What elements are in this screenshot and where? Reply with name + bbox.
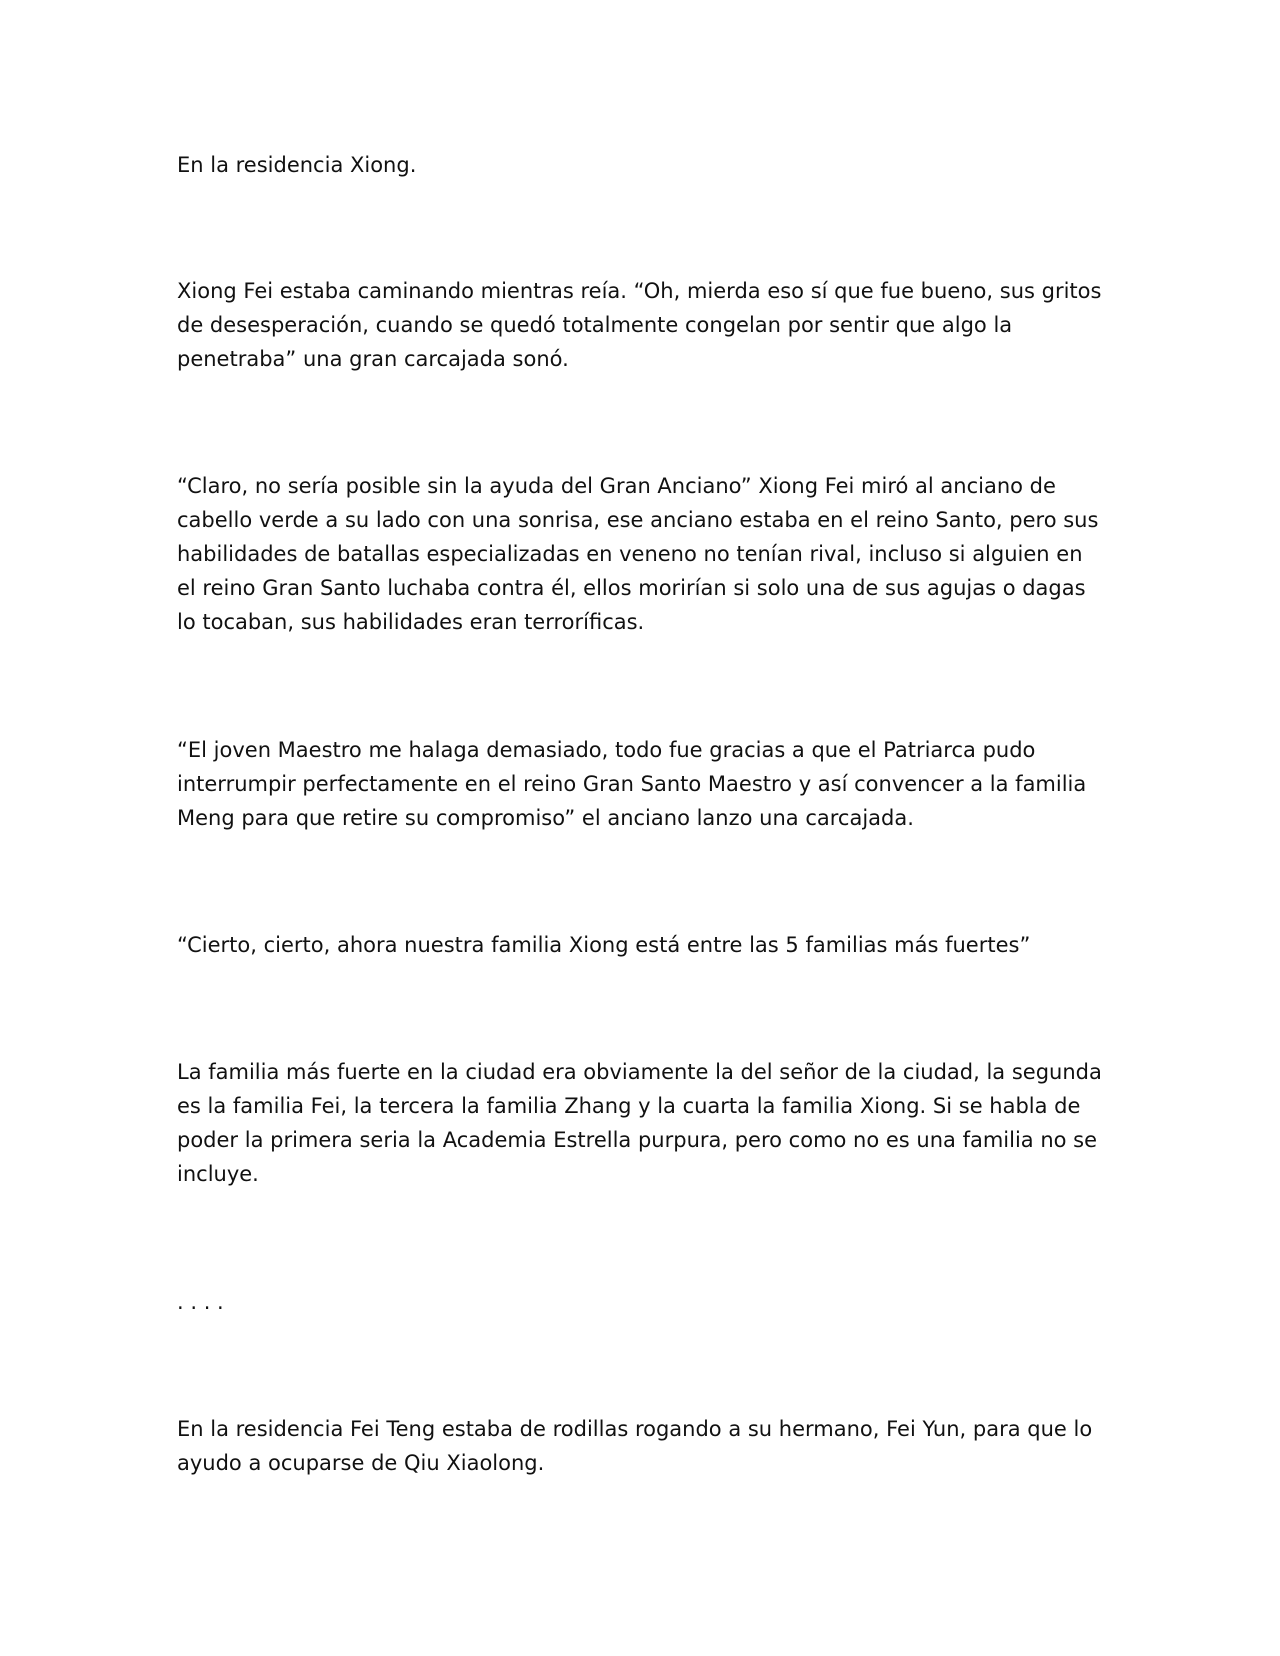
scene-break-dots: . . . . [177,1290,224,1314]
paragraph-2: Xiong Fei estaba caminando mientras reía. “Oh, mierda eso sí que fue bueno, sus gritos de desesperación, cuando se quedó totalmente congelan por sentir que algo la penetraba” una gran carcajada sonó. [177,279,1102,371]
paragraph-4: “El joven Maestro me halaga demasiado, todo fue gracias a que el Patriarca pudo interrumpir perfectamente en el reino Gran Santo Maestro y así convencer a la familia Meng para que retire su compromiso” el anciano lanzo una carcajada. [177,738,1087,830]
paragraph-8: En la residencia Fei Teng estaba de rodillas rogando a su hermano, Fei Yun, para que lo ayudo a ocuparse de Qiu Xiaolong. [177,1417,1093,1475]
paragraph-6: La familia más fuerte en la ciudad era obviamente la del señor de la ciudad, la segunda es la familia Fei, la tercera la familia Zhang y la cuarta la familia Xiong. Si se habla de poder la primera seria la Academia Estrella purpura, pero como no es una familia no se incluye. [177,1060,1102,1186]
paragraph-1: En la residencia Xiong. [177,153,417,177]
paragraph-3: “Claro, no sería posible sin la ayuda del Gran Anciano” Xiong Fei miró al anciano de cabello verde a su lado con una sonrisa, ese anciano estaba en el reino Santo, pero sus habilidades de batallas especializadas en veneno no tenían rival, incluso si alguien en el reino Gran Santo luchaba contra él, ellos morirían si solo una de sus agujas o dagas lo tocaban, sus habilidades eran terroríficas. [177,474,1099,634]
paragraph-5: “Cierto, cierto, ahora nuestra familia Xiong está entre las 5 familias más fuertes” [177,933,1031,957]
